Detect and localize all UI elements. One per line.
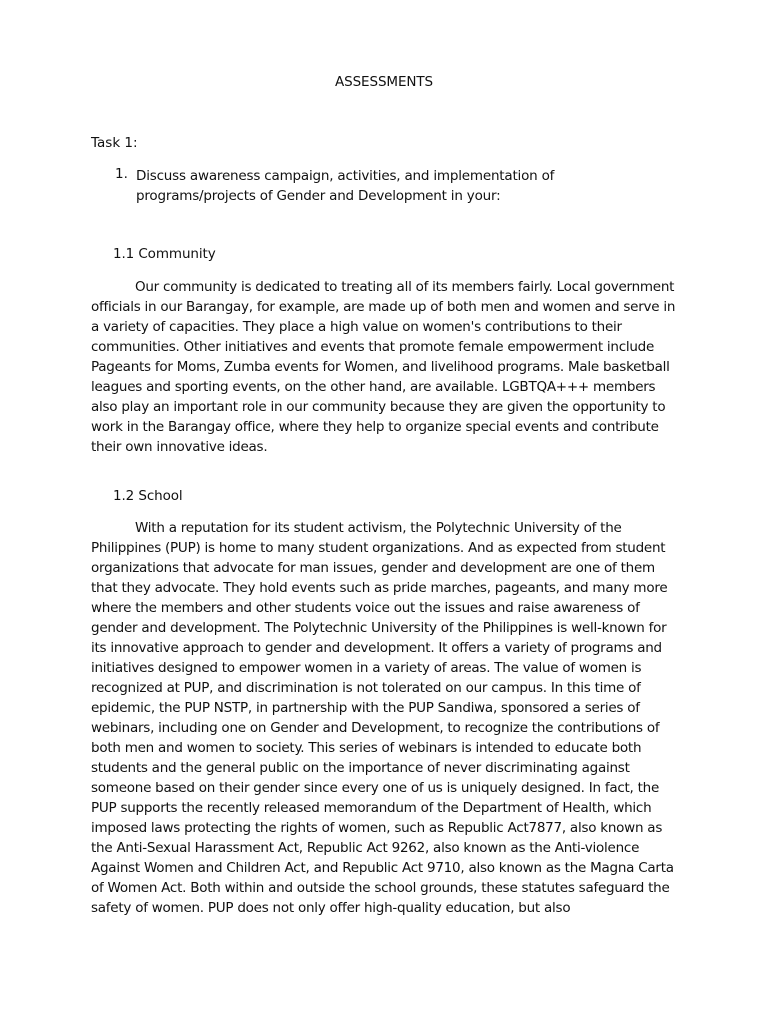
list-item-number: 1. (115, 166, 128, 182)
section-heading-school: 1.2 School (113, 488, 183, 504)
task-label: Task 1: (91, 135, 138, 151)
section-paragraph-community: Our community is dedicated to treating all of its members fairly. Local government officials in our Barangay, for example, are made up of both men and women and serve in a variety of capacities. They place a high value on women's contributions to their communities. Other initiatives and events that promote female empowerment include Pageants for Moms, Zumba events for Women, and livelihood programs. Male basketball leagues and sporting events, on the other hand, are available. LGBTQA+++ members also play an important role in our community because they are given the opportunity to work in the Barangay office, where they help to organize special events and contribute their own innovative ideas. (91, 279, 676, 455)
list-item-text: Discuss awareness campaign, activities, and implementation of programs/projects of Gender and Development in your: (136, 168, 555, 204)
page-title: ASSESSMENTS (334, 74, 434, 90)
section-heading-community: 1.1 Community (113, 246, 216, 262)
section-paragraph-school: With a reputation for its student activism, the Polytechnic University of the Philippines (PUP) is home to many student organizations. And as expected from student organizations that advocate for man issues, gender and development are one of them that they advocate. They hold events such as pride marches, pageants, and many more where the members and other students voice out the issues and raise awareness of gender and development. The Polytechnic University of the Philippines is well-known for its innovative approach to gender and development. It offers a variety of programs and initiatives designed to empower women in a variety of areas. The value of women is recognized at PUP, and discrimination is not tolerated on our campus. In this time of epidemic, the PUP NSTP, in partnership with the PUP Sandiwa, sponsored a series of webinars, including one on Gender and Development, to recognize the contributions of both men and women to society. This series of webinars is intended to educate both students and the general public on the importance of never discriminating against someone based on their gender since every one of us is uniquely designed. In fact, the PUP supports the recently released memorandum of the Department of Health, which imposed laws protecting the rights of women, such as Republic Act7877, also known as the Anti-Sexual Harassment Act, Republic Act 9262, also known as the Anti-violence Against Women and Children Act, and Republic Act 9710, also known as the Magna Carta of Women Act. Both within and outside the school grounds, these statutes safeguard the safety of women. PUP does not only offer high-quality education, but also (91, 520, 674, 916)
